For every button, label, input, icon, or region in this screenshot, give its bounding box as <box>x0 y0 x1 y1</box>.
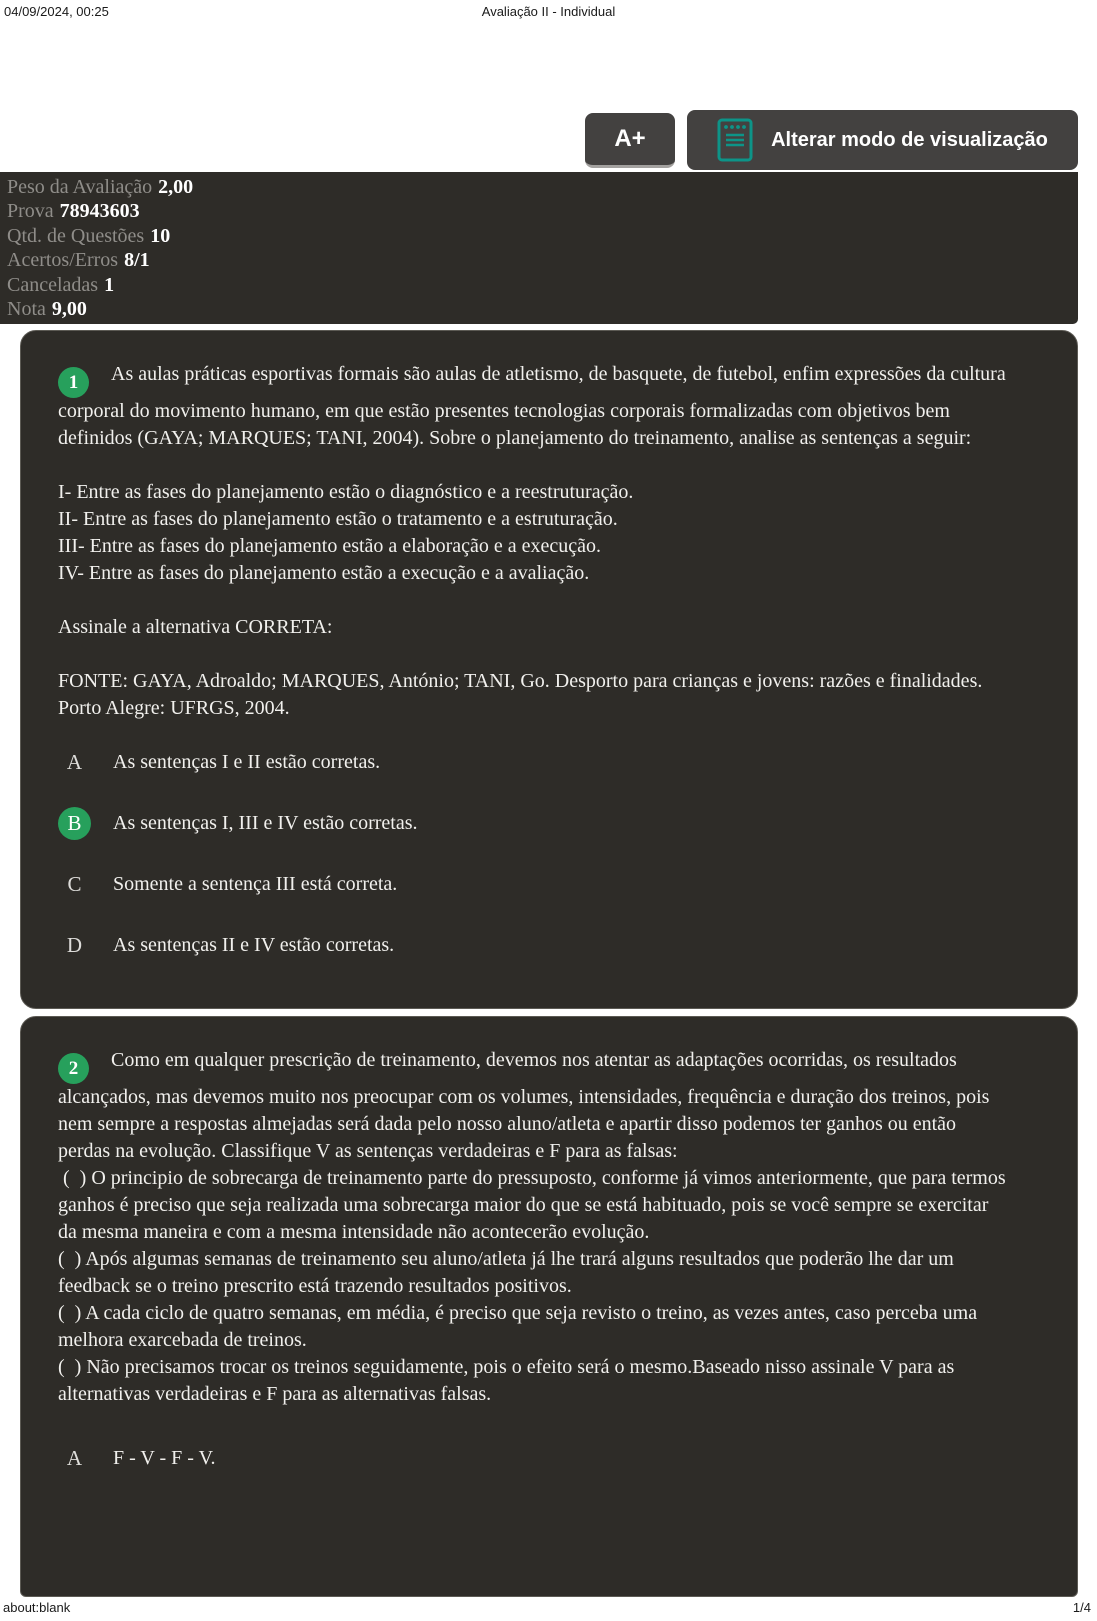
statement-item: II- Entre as fases do planejamento estão o tratamento e a estruturação. <box>58 508 618 530</box>
print-header-datetime: 04/09/2024, 00:25 <box>4 4 109 19</box>
option-text: Somente a sentença III está correta. <box>113 873 398 895</box>
summary-row <box>7 273 1078 297</box>
font-size-button[interactable]: A+ <box>585 113 675 168</box>
option-letter-badge: B <box>58 807 91 840</box>
question-card-1 <box>20 330 1078 1009</box>
statement-item: IV- Entre as fases do planejamento estão a execução e a avaliação. <box>58 562 590 584</box>
view-mode-button[interactable] <box>687 110 1078 170</box>
summary-value: 10 <box>150 224 171 247</box>
view-mode-button-label: Alterar modo de visualização <box>771 128 1048 151</box>
summary-value: 9,00 <box>51 298 87 321</box>
answer-options <box>58 746 1012 962</box>
option-letter-badge: C <box>67 872 82 896</box>
answer-option-d[interactable] <box>58 929 1012 962</box>
summary-row <box>7 248 1078 272</box>
summary-label: Prova <box>7 200 54 223</box>
answer-option-b[interactable] <box>58 807 1012 840</box>
question-number-badge: 1 <box>58 367 89 398</box>
question-number-badge: 2 <box>58 1053 89 1084</box>
statement-item: ( ) A cada ciclo de quatro semanas, em média, é preciso que seja revisto o treino, as vezes antes, caso perceba uma melhora exarcebada de treinos. <box>58 1302 978 1351</box>
question-intro <box>58 1047 1012 1165</box>
option-letter-badge: D <box>66 933 83 957</box>
question-intro <box>58 361 1012 452</box>
statement-item: ( ) Após algumas semanas de treinamento seu aluno/atleta já lhe trará alguns resultados que poderão lhe dar um feedback se o treino prescrito está trazendo resultados positivos. <box>58 1248 954 1297</box>
question-source: FONTE: GAYA, Adroaldo; MARQUES, António; TANI, Go. Desporto para crianças e jovens: razões e finalidades. Porto Alegre: UFRGS, 2004. <box>58 670 983 719</box>
print-header-title: Avaliação II - Individual <box>481 4 616 19</box>
statement-item: ( ) Não precisamos trocar os treinos seguidamente, pois o efeito será o mesmo.Baseado nisso assinale V para as alternativas verdadeiras e F para as alternativas falsas. <box>58 1356 955 1405</box>
summary-row <box>7 297 1078 321</box>
summary-value: 2,00 <box>158 176 194 198</box>
answer-option-a[interactable] <box>58 1442 1012 1475</box>
summary-panel <box>0 172 1078 324</box>
summary-label: Nota <box>7 298 46 321</box>
print-footer-url: about:blank <box>3 1600 71 1615</box>
print-footer-page-number: 1/4 <box>1072 1600 1091 1615</box>
summary-label: Canceladas <box>7 273 99 296</box>
summary-row <box>7 224 1078 248</box>
summary-value: 78943603 <box>59 200 140 223</box>
statement-item: I- Entre as fases do planejamento estão o diagnóstico e a reestruturação. <box>58 481 634 503</box>
option-letter-badge: A <box>66 750 83 774</box>
option-text: As sentenças II e IV estão corretas. <box>113 934 395 956</box>
question-intro-text: As aulas práticas esportivas formais são aulas de atletismo, de basquete, de futebol, enfim expressões da cultura corporal do movimento humano, em que estão presentes tecnologias corporais formalizadas com objetivos bem definidos (GAYA; MARQUES; TANI, 2004). Sobre o planejamento do treinamento, analise as sentenças a seguir: <box>58 363 1006 449</box>
question-card-2 <box>20 1016 1078 1597</box>
question-intro-text: Como em qualquer prescrição de treinamento, devemos nos atentar as adaptações ocorridas, os resultados alcançados, mas devemos muito nos preocupar com os volumes, intensidades, frequência e duração dos treinos, pois nem sempre a respostas almejadas será dada pelo nosso aluno/atleta e apartir disso podemos ter ganhos ou então perdas na evolução. Classifique V as sentenças verdadeiras e F para as falsas: <box>58 1049 990 1162</box>
question-prompt: Assinale a alternativa CORRETA: <box>58 616 333 638</box>
summary-value: 1 <box>104 273 115 296</box>
summary-label: Qtd. de Questões <box>7 224 145 247</box>
answer-option-a[interactable] <box>58 746 1012 779</box>
statement-item: III- Entre as fases do planejamento estão a elaboração e a execução. <box>58 535 602 557</box>
option-text: As sentenças I e II estão corretas. <box>113 751 381 773</box>
summary-value: 8/1 <box>124 249 150 272</box>
option-text: As sentenças I, III e IV estão corretas. <box>113 812 418 834</box>
summary-row <box>7 199 1078 223</box>
summary-row <box>7 175 1078 199</box>
summary-label: Peso da Avaliação <box>7 176 153 198</box>
summary-label: Acertos/Erros <box>7 249 119 272</box>
statement-item: ( ) O principio de sobrecarga de treinamento parte do pressuposto, conforme já vimos anteriormente, que para termos ganhos é preciso que seja realizada uma sobrecarga maior do que se está habituado, pois se você sempre se exercitar da mesma maneira e com a mesma intensidade não acontecerão evolução. <box>58 1167 1006 1243</box>
answer-option-c[interactable] <box>58 868 1012 901</box>
option-text: F - V - F - V. <box>113 1447 216 1469</box>
option-letter-badge: A <box>66 1446 83 1470</box>
answer-options <box>58 1442 1012 1475</box>
document-lines-icon <box>717 118 753 162</box>
